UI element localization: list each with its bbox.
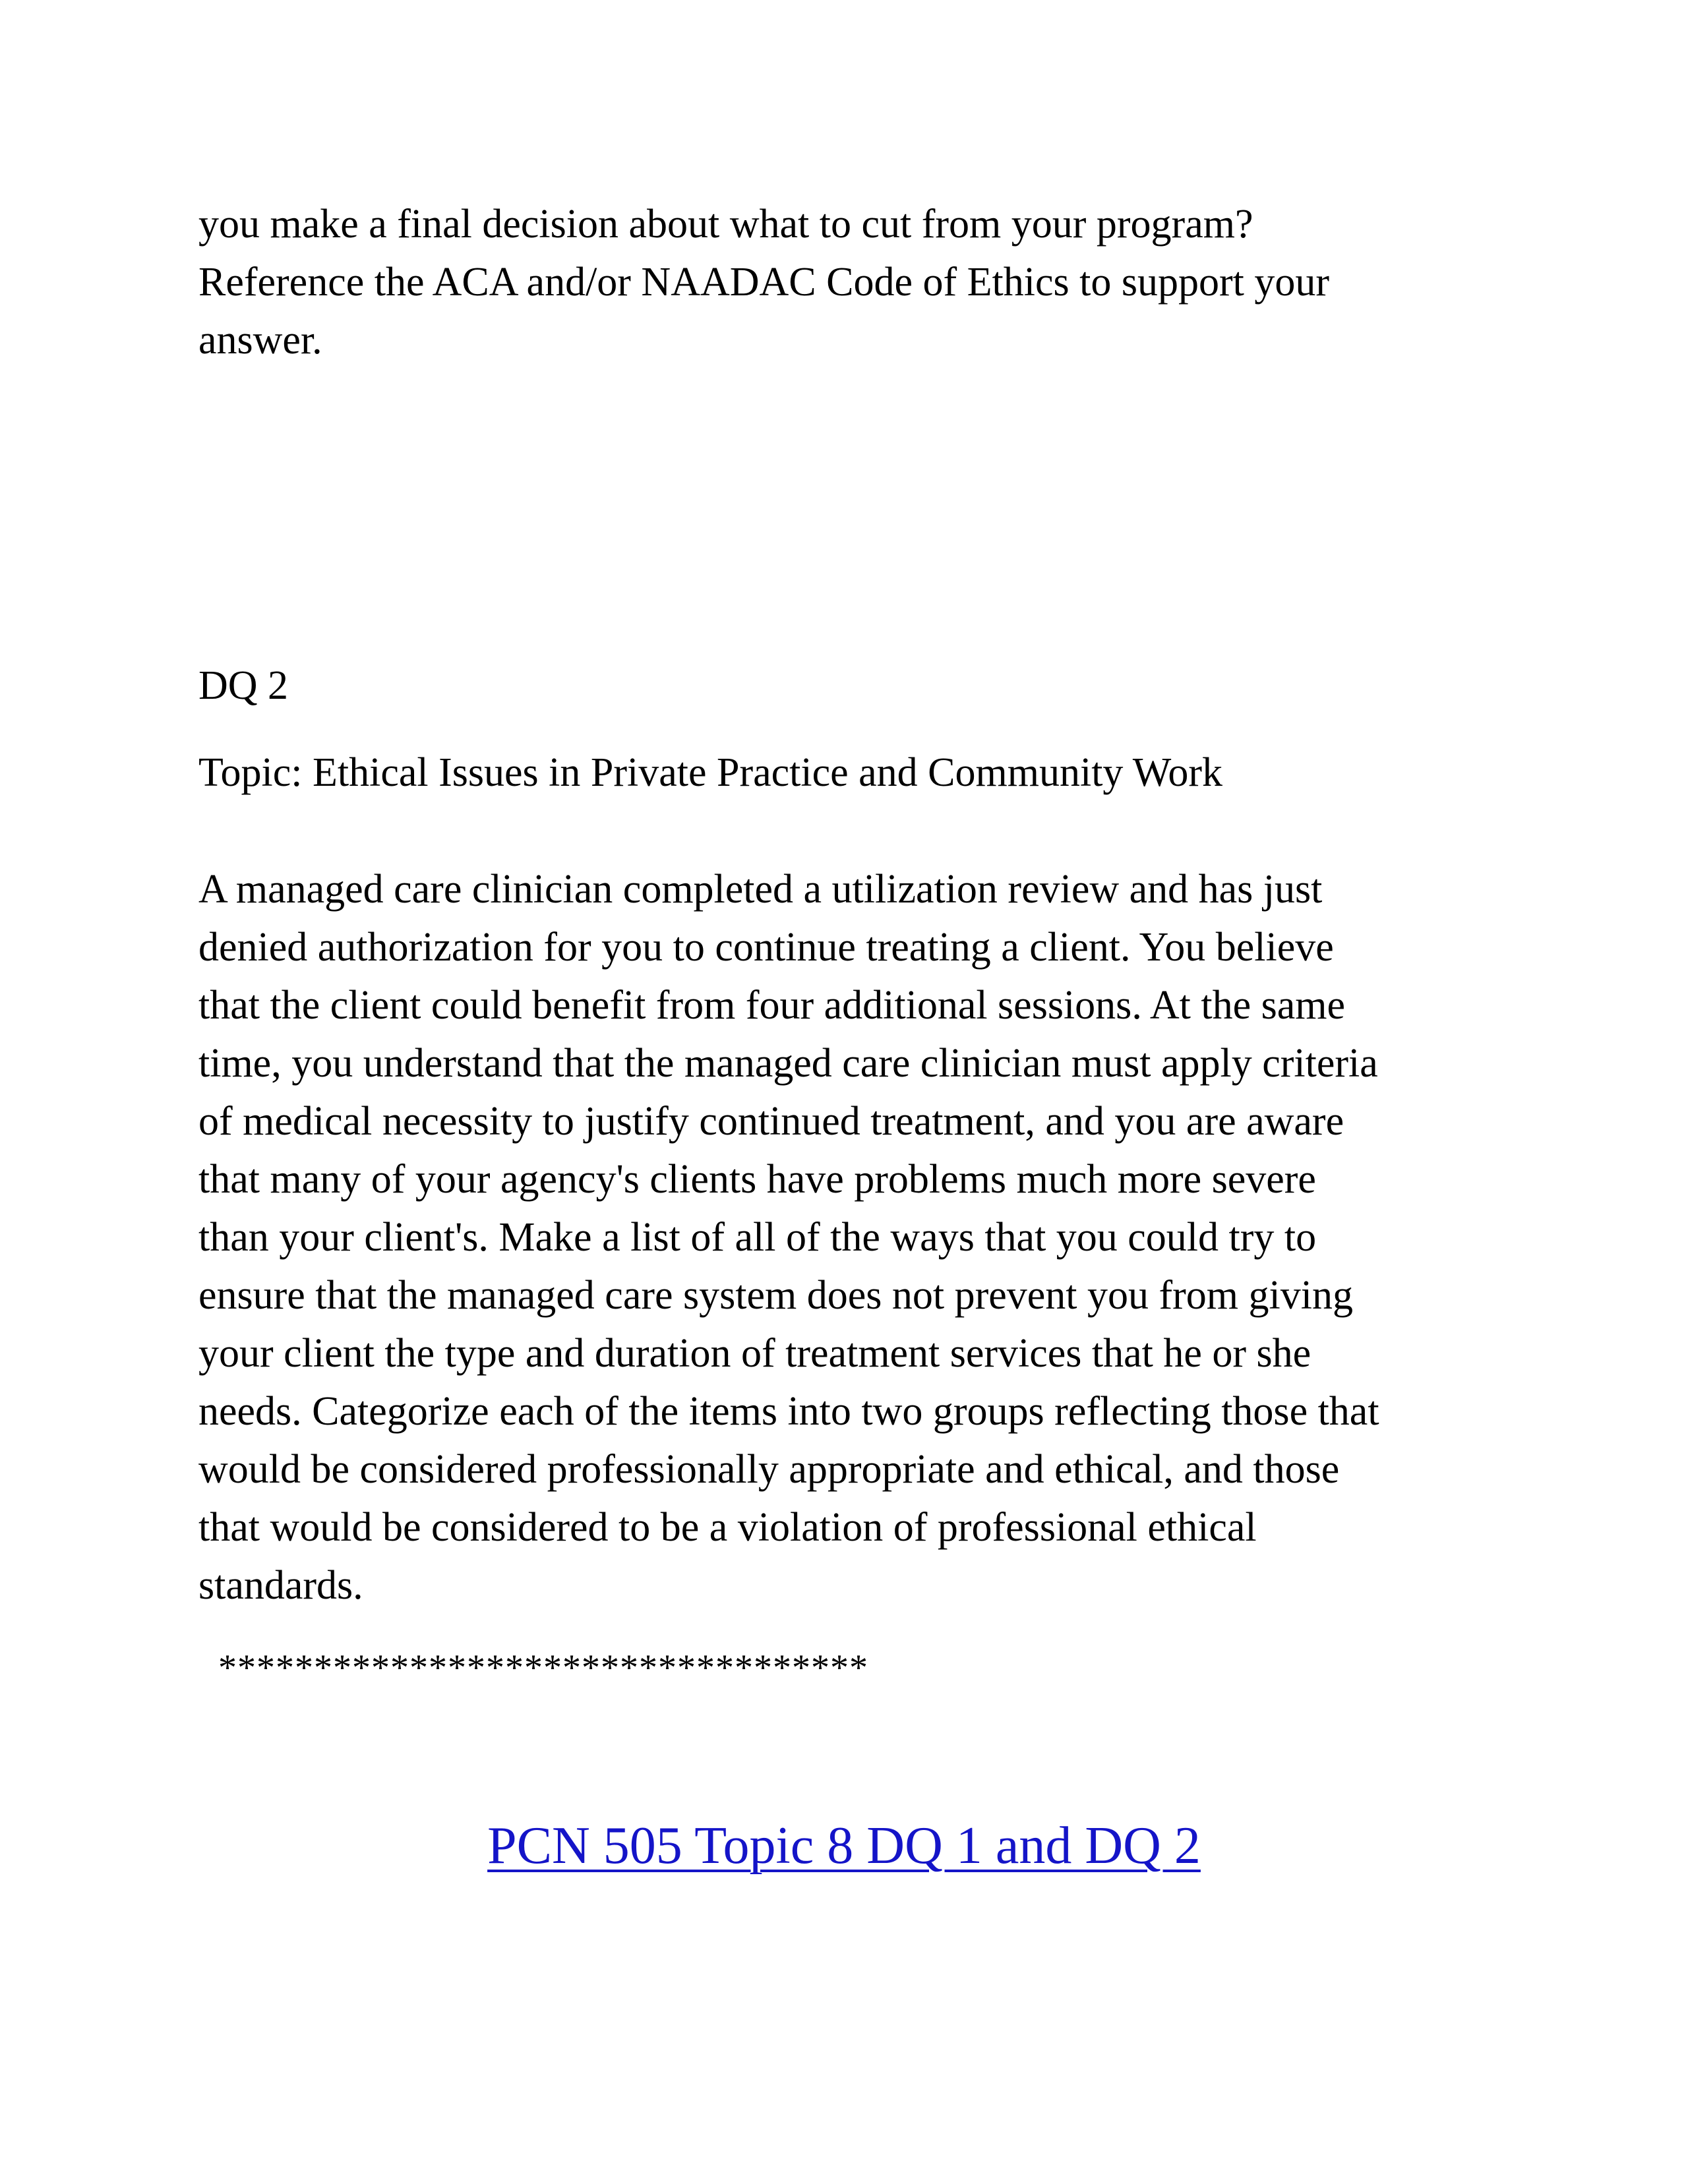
body-line: that many of your agency's clients have problems much more severe — [198, 1157, 1316, 1202]
body-line: denied authorization for you to continue treating a client. You believe — [198, 925, 1334, 970]
course-link[interactable]: PCN 505 Topic 8 DQ 1 and DQ 2 — [487, 1817, 1201, 1875]
body-line: standards. — [198, 1563, 363, 1608]
dq2-body-paragraph — [198, 860, 1517, 1614]
body-line: of medical necessity to justify continued treatment, and you are aware — [198, 1099, 1344, 1144]
dq2-heading: DQ 2 — [198, 663, 289, 708]
body-line: A managed care clinician completed a utilization review and has just — [198, 867, 1323, 912]
body-line: time, you understand that the managed care clinician must apply criteria — [198, 1041, 1378, 1086]
dq2-topic: Topic: Ethical Issues in Private Practice and Community Work — [198, 750, 1222, 795]
intro-line: answer. — [198, 318, 322, 363]
intro-line: you make a final decision about what to cut from your program? — [198, 202, 1253, 247]
asterisk-separator: ********************************** — [218, 1647, 868, 1688]
intro-line: Reference the ACA and/or NAADAC Code of Ethics to support your — [198, 260, 1330, 305]
link-container — [0, 1810, 1688, 1882]
body-line: that would be considered to be a violation of professional ethical — [198, 1505, 1257, 1550]
body-line: needs. Categorize each of the items into two groups reflecting those that — [198, 1389, 1379, 1434]
body-line: would be considered professionally appropriate and ethical, and those — [198, 1447, 1340, 1492]
body-line: ensure that the managed care system does not prevent you from giving — [198, 1273, 1353, 1318]
body-line: than your client's. Make a list of all of the ways that you could try to — [198, 1215, 1317, 1260]
body-line: that the client could benefit from four additional sessions. At the same — [198, 983, 1346, 1028]
body-line: your client the type and duration of treatment services that he or she — [198, 1331, 1311, 1376]
intro-paragraph — [198, 195, 1517, 369]
